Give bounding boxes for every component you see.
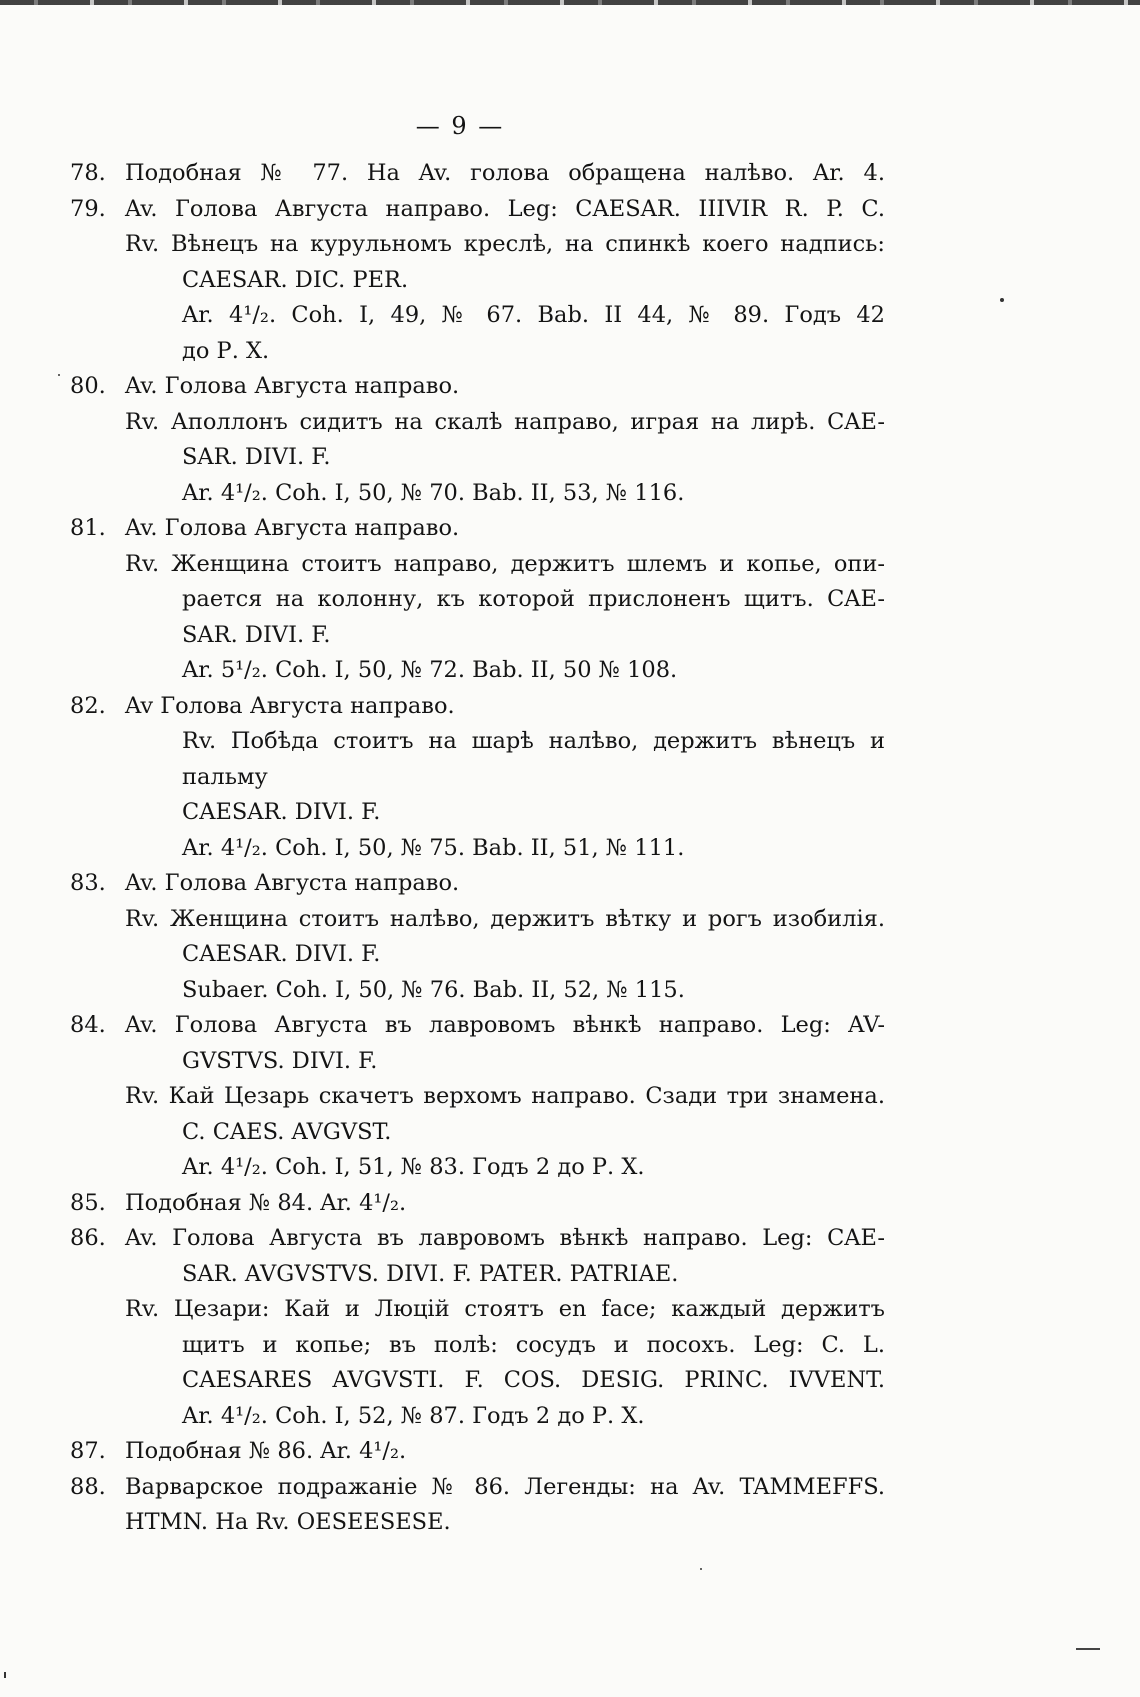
entry-reference-cont: до Р. Х. — [182, 337, 270, 364]
entry-78 — [70, 156, 885, 192]
entry-number: 87. — [70, 1438, 106, 1464]
entry-line: 88. Варварское подражаніе № 86. Легенды: на Av. TAMMEFFS. — [70, 1470, 885, 1506]
entry-81 — [70, 511, 885, 689]
entry-number: 83. — [70, 870, 106, 896]
entry-reverse-cont: SAR. DIVI. F. — [182, 621, 331, 648]
entry-obverse-cont: SAR. AVGVSTVS. DIVI. F. PATER. PATRIAE. — [182, 1260, 679, 1287]
catalog-entries — [70, 156, 885, 1541]
entry-line: 78. Подобная № 77. На Av. голова обращена налѣво. Ar. 4. — [70, 156, 885, 192]
entry-reference: Ar. 4¹/₂. Coh. I, 52, № 87. Годъ 2 до Р. Х. — [182, 1402, 645, 1429]
entry-reverse-cont: C. CAES. AVGVST. — [182, 1118, 392, 1145]
entry-85 — [70, 1186, 885, 1222]
entry-reverse: Rv. Побѣда стоитъ на шарѣ налѣво, держитъ вѣнецъ и пальму — [182, 728, 885, 790]
entry-reference: Ar. 4¹/₂. Coh. I, 51, № 83. Годъ 2 до Р. Х. — [182, 1154, 645, 1180]
entry-87 — [70, 1434, 885, 1470]
page-number: — 9 — — [415, 112, 505, 140]
entry-line: 85. Подобная № 84. Ar. 4¹/₂. — [70, 1186, 885, 1222]
entry-obverse: 86. Av. Голова Августа въ лавровомъ вѣнкѣ направо. Leg: CAE- — [70, 1221, 885, 1257]
entry-reverse-cont: рается на колонну, къ которой прислоненъ щитъ. CAE- — [182, 586, 885, 612]
entry-obverse: 82. Av Голова Августа направо. — [70, 689, 885, 725]
entry-reference: Ar. 4¹/₂. Coh. I, 50, № 70. Bab. II, 53, № 116. — [182, 479, 685, 506]
entry-reverse-cont: CAESAR. DIVI. F. — [182, 941, 381, 967]
entry-83 — [70, 866, 885, 1008]
entry-number: 82. — [70, 692, 106, 719]
entry-reference: Ar. 4¹/₂. Coh. I, 49, № 67. Bab. II 44, № 89. Годъ 42 — [182, 302, 885, 328]
entry-obverse: 80. Av. Голова Августа направо. — [70, 369, 885, 405]
entry-80 — [70, 369, 885, 511]
entry-reverse: Rv. Женщина стоитъ направо, держитъ шлемъ и копье, опи- — [125, 550, 885, 577]
entry-82 — [70, 689, 885, 867]
entry-number: 79. — [70, 195, 106, 222]
entry-86 — [70, 1221, 885, 1434]
scan-speck — [4, 1672, 6, 1678]
entry-obverse-cont: GVSTVS. DIVI. F. — [182, 1047, 378, 1074]
entry-reverse: Rv. Кай Цезарь скачетъ верхомъ направо. Сзади три знамена. — [125, 1083, 885, 1109]
entry-88 — [70, 1470, 885, 1541]
entry-obverse: 84. Av. Голова Августа въ лавровомъ вѣнкѣ направо. Leg: AV- — [70, 1008, 885, 1044]
entry-number: 86. — [70, 1225, 106, 1251]
entry-reverse-cont: SAR. DIVI. F. — [182, 444, 331, 470]
entry-reverse-cont: CAESARES AVGVSTI. F. COS. DESIG. PRINC. IVVENT. — [182, 1367, 885, 1393]
entry-number: 78. — [70, 160, 106, 186]
scan-edge-artifact — [0, 0, 1140, 5]
entry-reference: Ar. 4¹/₂. Coh. I, 50, № 75. Bab. II, 51, № 111. — [182, 834, 685, 861]
entry-reverse-cont: щитъ и копье; въ полѣ: сосудъ и посохъ. Leg: C. L. — [182, 1331, 885, 1358]
entry-line-cont: HTMN. На Rv. OESEESESE. — [125, 1509, 451, 1535]
entry-obverse: 79. Av. Голова Августа направо. Leg: CAESAR. IIIVIR R. P. C. — [70, 192, 885, 228]
entry-reverse: Rv. Вѣнецъ на курульномъ креслѣ, на спинкѣ коего надпись: — [125, 231, 885, 257]
entry-reference: Ar. 5¹/₂. Coh. I, 50, № 72. Bab. II, 50 № 108. — [182, 657, 678, 683]
entry-reverse-cont: CAESAR. DIC. PER. — [182, 266, 409, 293]
entry-79 — [70, 192, 885, 370]
entry-obverse: 83. Av. Голова Августа направо. — [70, 866, 885, 902]
entry-number: 85. — [70, 1189, 106, 1216]
entry-reverse: Rv. Цезари: Кай и Люцій стоятъ en face; каждый держитъ — [125, 1296, 885, 1322]
entry-reverse: Rv. Женщина стоитъ налѣво, держитъ вѣтку и рогъ изобилія. — [125, 905, 885, 932]
scan-mark — [1076, 1648, 1100, 1650]
entry-84 — [70, 1008, 885, 1186]
entry-reverse-cont: CAESAR. DIVI. F. — [182, 799, 381, 825]
entry-number: 80. — [70, 373, 106, 399]
scan-speck — [700, 1568, 702, 1570]
entry-obverse: 81. Av. Голова Августа направо. — [70, 511, 885, 547]
scan-speck — [58, 374, 60, 376]
entry-reference: Subaer. Coh. I, 50, № 76. Bab. II, 52, № 115. — [182, 976, 685, 1003]
entry-line: 87. Подобная № 86. Ar. 4¹/₂. — [70, 1434, 885, 1470]
scan-speck — [1000, 298, 1004, 302]
entry-number: 84. — [70, 1012, 106, 1038]
entry-number: 81. — [70, 515, 106, 541]
entry-number: 88. — [70, 1473, 106, 1500]
entry-reverse: Rv. Аполлонъ сидитъ на скалѣ направо, играя на лирѣ. CAE- — [125, 408, 885, 435]
